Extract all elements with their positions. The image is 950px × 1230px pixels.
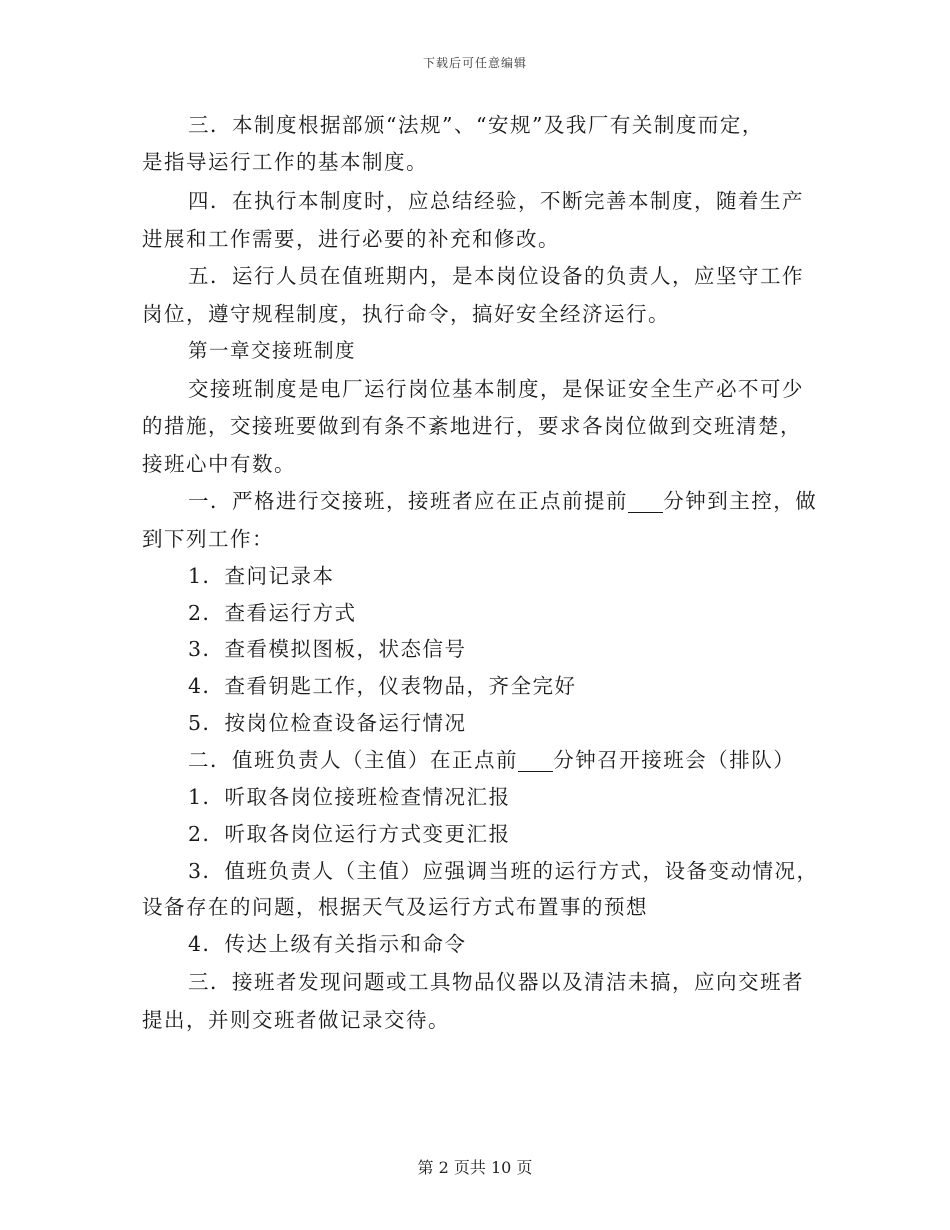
list-item: 5．按岗位检查设备运行情况: [188, 711, 467, 735]
fill-blank: [628, 490, 663, 513]
fill-blank: [518, 749, 553, 772]
paragraph-line: 三．本制度根据部颁“法规”、“安规”及我厂有关制度而定，: [188, 113, 764, 137]
list-item: 3．值班负责人（主值）应强调当班的运行方式，设备变动情况，: [188, 859, 819, 883]
paragraph-line: [188, 486, 817, 516]
list-item: 4．查看钥匙工作，仪表物品，齐全完好: [188, 674, 577, 698]
list-item: 2．查看运行方式: [188, 601, 357, 625]
list-item: 1．听取各岗位接班检查情况汇报: [188, 785, 511, 809]
list-item: 4．传达上级有关指示和命令: [188, 932, 467, 956]
paragraph-line: 进展和工作需要，进行必要的补充和修改。: [142, 227, 560, 251]
paragraph-line: 设备存在的问题，根据天气及运行方式布置事的预想: [142, 895, 648, 919]
paragraph-line: 四．在执行本制度时，应总结经验，不断完善本制度，随着生产: [188, 189, 804, 213]
list-item: 2．听取各岗位运行方式变更汇报: [188, 822, 511, 846]
line-text: 分钟到主控，做: [663, 489, 818, 513]
paragraph-line: 三．接班者发现问题或工具物品仪器以及清洁未搞，应向交班者: [188, 970, 804, 994]
paragraph-line: 五．运行人员在值班期内，是本岗位设备的负责人，应坚守工作: [188, 264, 804, 288]
chapter-heading: 第一章交接班制度: [188, 339, 357, 362]
line-text: 一．严格进行交接班，接班者应在正点前提前: [188, 489, 628, 513]
paragraph-line: 岗位，遵守规程制度，执行命令，搞好安全经济运行。: [142, 302, 670, 326]
paragraph-line: [188, 745, 795, 775]
list-item: 1．查问记录本: [188, 564, 335, 588]
page-footer: 第 2 页共 10 页: [417, 1158, 533, 1177]
list-item: 3．查看模拟图板，状态信号: [188, 637, 467, 661]
line-text: 二．值班负责人（主值）在正点前: [188, 748, 518, 772]
paragraph-line: 到下列工作：: [142, 527, 274, 551]
page-header: 下载后可任意编辑: [422, 56, 527, 70]
paragraph-line: 接班心中有数。: [142, 452, 296, 476]
line-text: 分钟召开接班会（排队）: [553, 748, 796, 772]
paragraph-line: 的措施，交接班要做到有条不紊地进行，要求各岗位做到交班清楚，: [142, 414, 802, 438]
paragraph-line: 是指导运行工作的基本制度。: [142, 150, 428, 174]
paragraph-line: 交接班制度是电厂运行岗位基本制度，是保证安全生产必不可少: [188, 377, 804, 401]
paragraph-line: 提出，并则交班者做记录交待。: [142, 1008, 450, 1032]
